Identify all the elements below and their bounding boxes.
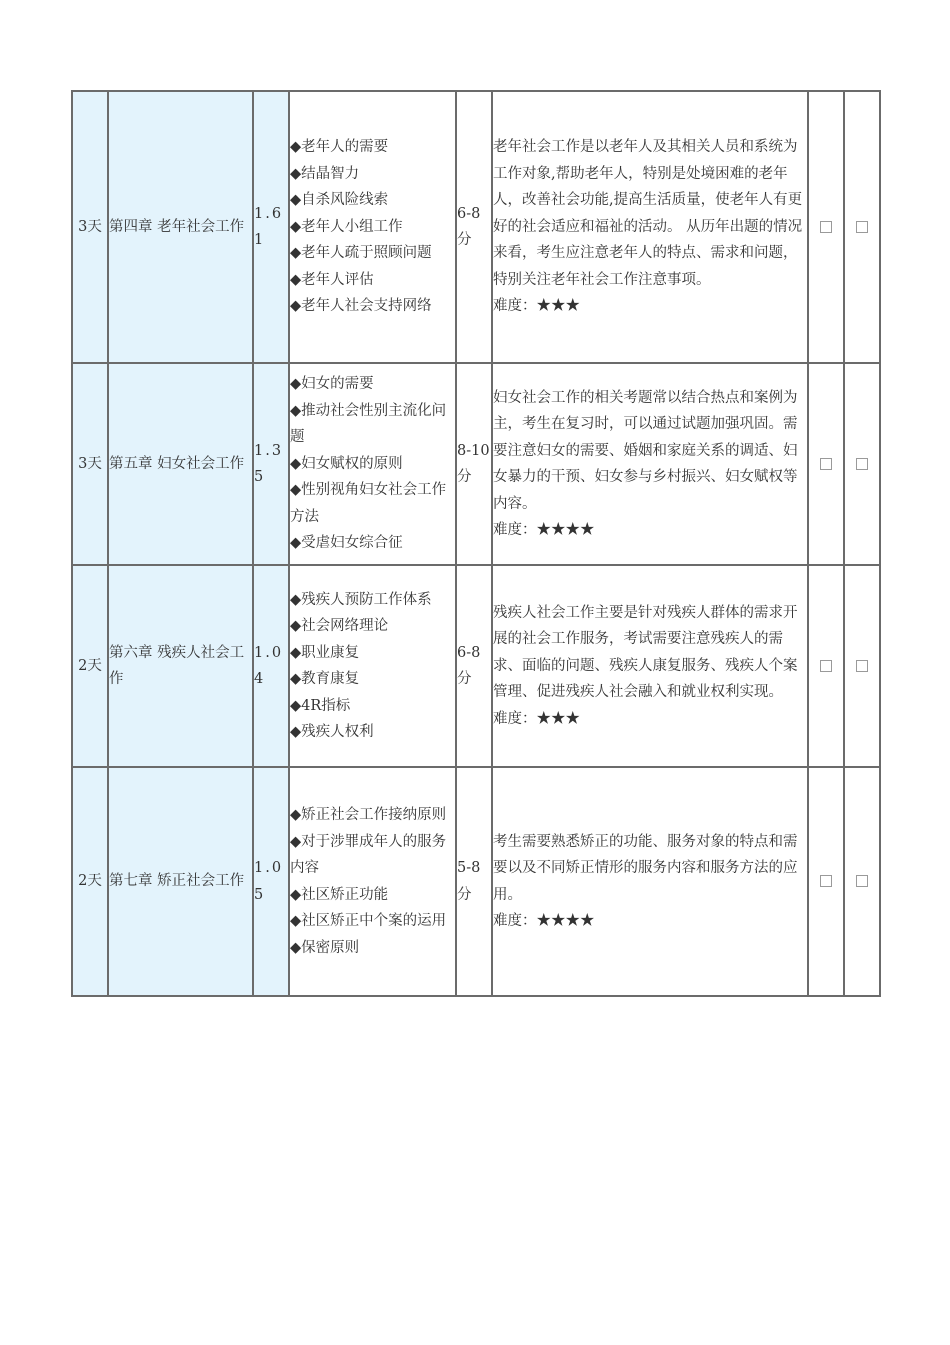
table-row — [72, 565, 880, 767]
key-point: ◆性别视角妇女社会工作方法 — [290, 482, 447, 525]
score-cell: 1.35 — [253, 363, 289, 565]
key-point: ◆社区矫正功能 — [290, 886, 389, 903]
score-cell: 1.61 — [253, 91, 289, 363]
key-point: ◆残疾人预防工作体系 — [290, 591, 432, 608]
description-cell — [492, 363, 808, 565]
description-cell — [492, 91, 808, 363]
difficulty-rating: 难度：★★★★ — [493, 913, 595, 929]
checkbox-icon[interactable] — [856, 660, 868, 672]
key-point: ◆4R指标 — [290, 697, 351, 714]
checkbox-cell[interactable] — [808, 767, 844, 996]
table-row — [72, 767, 880, 996]
key-points-cell — [289, 565, 456, 767]
checkbox-icon[interactable] — [856, 458, 868, 470]
days-cell: 3天 — [72, 91, 108, 363]
checkbox-icon[interactable] — [856, 221, 868, 233]
score-cell: 1.04 — [253, 565, 289, 767]
key-points-cell — [289, 91, 456, 363]
key-point: ◆老年人小组工作 — [290, 218, 403, 235]
checkbox-cell[interactable] — [844, 767, 880, 996]
score-range-cell: 6-8分 — [456, 565, 492, 767]
description-text: 老年社会工作是以老年人及其相关人员和系统为工作对象,帮助老年人，特别是处境困难的老年人，改善社会功能,提高生活质量，使老年人有更好的社会适应和福祉的活动。 从历年出题的情况来看，考生应注意老年人的特点、需求和问题，特别关注老年社会工作注意事项。 — [493, 139, 803, 288]
description-cell — [492, 767, 808, 996]
key-point: ◆残疾人权利 — [290, 724, 374, 740]
key-point: ◆妇女的需要 — [290, 376, 374, 393]
score-range-cell: 6-8分 — [456, 91, 492, 363]
key-point: ◆老年人评估 — [290, 271, 374, 288]
checkbox-cell[interactable] — [844, 565, 880, 767]
days-cell: 2天 — [72, 767, 108, 996]
table-row — [72, 91, 880, 363]
key-point: ◆受虐妇女综合征 — [290, 535, 403, 552]
score-cell: 1.05 — [253, 767, 289, 996]
key-point: ◆教育康复 — [290, 671, 360, 687]
key-point: ◆结晶智力 — [290, 165, 360, 182]
key-point: ◆保密原则 — [290, 939, 360, 956]
checkbox-cell[interactable] — [844, 363, 880, 565]
checkbox-icon[interactable] — [820, 458, 832, 470]
chapter-cell: 第七章 矫正社会工作 — [108, 767, 253, 996]
chapter-cell: 第六章 残疾人社会工作 — [108, 565, 253, 767]
difficulty-rating: 难度：★★★ — [493, 298, 580, 315]
key-points-cell — [289, 767, 456, 996]
description-text: 考生需要熟悉矫正的功能、服务对象的特点和需要以及不同矫正情形的服务内容和服务方法的应用。 — [493, 833, 798, 903]
chapter-cell: 第五章 妇女社会工作 — [108, 363, 253, 565]
checkbox-icon[interactable] — [820, 660, 832, 672]
key-point: ◆矫正社会工作接纳原则 — [290, 807, 447, 823]
key-point: ◆职业康复 — [290, 644, 360, 661]
key-point: ◆老年人疏于照顾问题 — [290, 245, 432, 262]
table-row — [72, 363, 880, 565]
checkbox-cell[interactable] — [844, 91, 880, 363]
checkbox-icon[interactable] — [820, 875, 832, 887]
key-point: ◆老年人的需要 — [290, 139, 389, 156]
score-range-cell: 5-8分 — [456, 767, 492, 996]
days-cell: 2天 — [72, 565, 108, 767]
key-point: ◆社会网络理论 — [290, 618, 389, 634]
checkbox-icon[interactable] — [820, 221, 832, 233]
checkbox-cell[interactable] — [808, 91, 844, 363]
key-point: ◆推动社会性别主流化问题 — [290, 402, 447, 446]
checkbox-icon[interactable] — [856, 875, 868, 887]
key-point: ◆妇女赋权的原则 — [290, 455, 403, 472]
key-point: ◆自杀风险线索 — [290, 192, 389, 209]
description-text: 妇女社会工作的相关考题常以结合热点和案例为主，考生在复习时，可以通过试题加强巩固。需要注意妇女的需要、婚姻和家庭关系的调适、妇女暴力的干预、妇女参与乡村振兴、妇女赋权等内容。 — [493, 389, 798, 512]
key-points-cell — [289, 363, 456, 565]
description-cell — [492, 565, 808, 767]
score-range-cell: 8-10分 — [456, 363, 492, 565]
key-point: ◆对于涉罪成年人的服务内容 — [290, 833, 447, 876]
chapter-cell: 第四章 老年社会工作 — [108, 91, 253, 363]
checkbox-cell[interactable] — [808, 363, 844, 565]
difficulty-rating: 难度：★★★★ — [493, 522, 595, 538]
study-plan-table — [71, 90, 881, 997]
days-cell: 3天 — [72, 363, 108, 565]
key-point: ◆社区矫正中个案的运用 — [290, 913, 447, 929]
description-text: 残疾人社会工作主要是针对残疾人群体的需求开展的社会工作服务，考试需要注意残疾人的需求、面临的问题、残疾人康复服务、残疾人个案管理、促进残疾人社会融入和就业权利实现。 — [493, 604, 798, 701]
checkbox-cell[interactable] — [808, 565, 844, 767]
key-point: ◆老年人社会支持网络 — [290, 298, 432, 315]
difficulty-rating: 难度：★★★ — [493, 710, 580, 727]
